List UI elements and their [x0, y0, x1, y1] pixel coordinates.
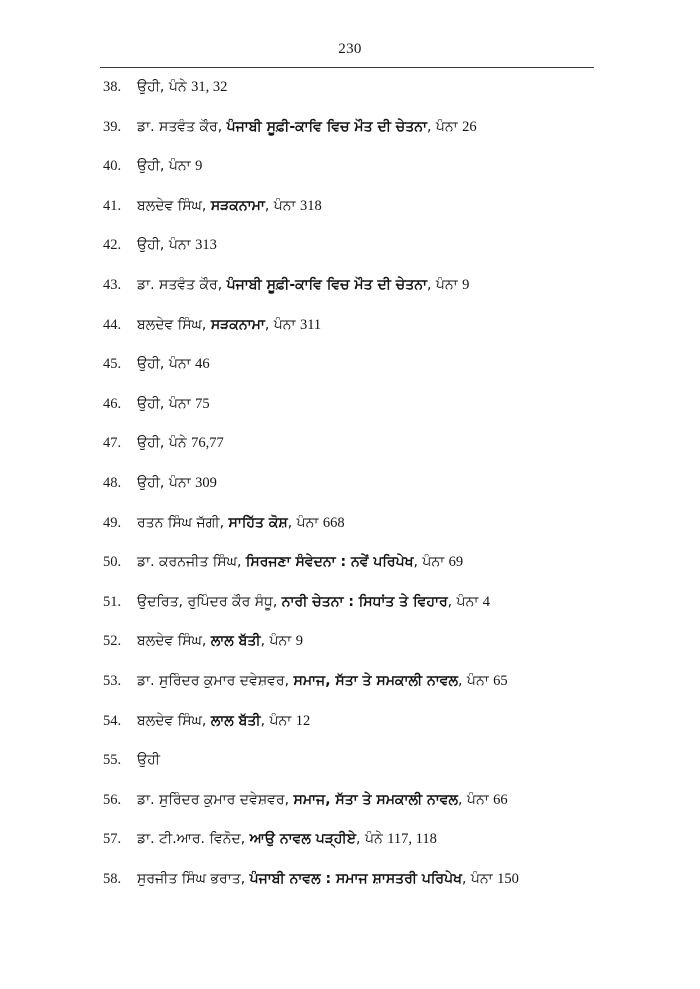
endnote-number: 42.	[103, 237, 122, 254]
endnote-text	[137, 395, 700, 415]
endnote-text	[137, 514, 700, 534]
endnote-number: 40.	[103, 158, 122, 175]
endnote-page-number: 26	[462, 118, 477, 135]
endnote-page-number: 150	[497, 870, 519, 887]
endnote-item	[0, 593, 700, 613]
endnote-text	[137, 553, 700, 573]
endnote-title: ਪੰਜਾਬੀ ਸੂਫ਼ੀ-ਕਾਵਿ ਵਿਚ ਮੌਤ ਦੀ ਚੇਤਨਾ	[226, 118, 427, 135]
endnote-item	[0, 78, 700, 98]
endnote-citation-text: ਬਲਦੇਵ ਸਿੰਘ,	[137, 712, 211, 729]
endnote-title: ਸਿਰਜਣਾ ਸੰਵੇਦਨਾ : ਨਵੇਂ ਪਰਿਪੇਖ	[245, 554, 414, 571]
endnote-number: 44.	[103, 316, 122, 333]
endnote-text	[137, 751, 700, 770]
endnote-text	[137, 236, 700, 256]
endnote-citation-text: ਡਾ. ਸਤਵੰਤ ਕੌਰ,	[137, 118, 227, 135]
endnote-text	[137, 593, 700, 613]
endnote-citation-text: , ਪੰਨਾ	[264, 197, 300, 214]
endnote-citation-text: ਡਾ. ਸੁਰਿੰਦਰ ਕੁਮਾਰ ਦਵੇਸ਼ਵਰ,	[137, 672, 294, 689]
endnote-item	[0, 474, 700, 494]
endnote-item	[0, 553, 700, 573]
endnote-item	[0, 157, 700, 177]
endnote-citation-text: ਉਹੀ	[137, 752, 160, 769]
endnote-text	[137, 316, 700, 336]
endnote-item	[0, 672, 700, 692]
endnote-citation-text: , ਪੰਨਾ	[260, 712, 296, 729]
endnote-title: ਸੜਕਨਾਮਾ	[210, 316, 265, 333]
endnote-number: 38.	[103, 79, 122, 95]
endnote-number: 43.	[103, 276, 122, 293]
endnote-number: 50.	[103, 554, 122, 571]
endnote-page-number: 46	[195, 356, 210, 373]
endnote-text	[137, 474, 700, 494]
endnote-citation-text: ਡਾ. ਕਰਨਜੀਤ ਸਿੰਘ,	[137, 554, 246, 571]
endnote-citation-text: ਉਹੀ, ਪੰਨਾ	[137, 474, 196, 491]
endnote-number: 39.	[103, 118, 122, 135]
endnote-page-number: 31, 32	[191, 79, 228, 95]
endnote-page-number: 66	[493, 791, 508, 808]
endnote-number: 46.	[103, 395, 122, 412]
endnote-citation-text: ਉਹੀ, ਪੰਨੇ	[137, 79, 192, 95]
endnote-citation-text: ਉਹੀ, ਪੰਨਾ	[137, 237, 196, 254]
endnote-page-number: 668	[322, 514, 345, 531]
endnote-page-number: 9	[295, 633, 303, 650]
endnote-citation-text: ਸੁਰਜੀਤ ਸਿੰਘ ਭਰਾਤ,	[137, 870, 250, 887]
endnote-item	[0, 395, 700, 415]
endnote-text	[137, 276, 700, 296]
endnote-title: ਸਾਹਿੱਤ ਕੋਸ਼	[228, 514, 288, 531]
endnote-citation-text: , ਪੰਨਾ	[260, 633, 296, 650]
endnote-page-number: 76,77	[191, 435, 224, 452]
endnote-item	[0, 236, 700, 256]
endnote-number: 41.	[103, 197, 122, 214]
endnote-item	[0, 118, 700, 138]
endnote-text	[137, 632, 700, 652]
endnote-citation-text: ਉਹੀ, ਪੰਨਾ	[137, 356, 196, 373]
endnote-number: 57.	[103, 831, 122, 848]
endnote-number: 53.	[103, 672, 122, 689]
endnote-number: 51.	[103, 593, 122, 610]
endnote-page-number: 117, 118	[387, 831, 437, 848]
endnote-page-number: 318	[299, 197, 322, 214]
endnote-citation-text: ਉਹੀ, ਪੰਨੇ	[137, 435, 192, 452]
endnote-citation-text: , ਪੰਨਾ	[426, 118, 463, 135]
endnote-title: ਸੜਕਨਾਮਾ	[210, 197, 265, 214]
endnote-citation-text: , ਪੰਨਾ	[458, 672, 494, 689]
endnote-title: ਲਾਲ ਬੱਤੀ	[210, 712, 261, 729]
endnote-page-number: 4	[482, 593, 491, 610]
endnote-citation-text: ਡਾ. ਸੁਰਿੰਦਰ ਕੁਮਾਰ ਦਵੇਸ਼ਵਰ,	[137, 791, 294, 808]
endnote-item	[0, 197, 700, 217]
endnote-citation-text: ਰਤਨ ਸਿੰਘ ਜੱਗੀ,	[137, 514, 229, 531]
endnote-number: 49.	[103, 514, 122, 531]
endnote-text	[137, 712, 700, 732]
endnote-item	[0, 830, 700, 850]
endnote-text	[137, 197, 700, 217]
endnote-number: 52.	[103, 633, 122, 650]
endnote-number: 56.	[103, 791, 122, 808]
endnote-citation-text: , ਪੰਨਾ	[458, 791, 494, 808]
endnote-item	[0, 316, 700, 336]
endnote-item	[0, 276, 700, 296]
endnote-number: 47.	[103, 435, 122, 452]
endnote-citation-text: , ਪੰਨਾ	[447, 593, 483, 610]
endnote-citation-text: ਬਲਦੇਵ ਸਿੰਘ,	[137, 316, 211, 333]
endnote-title: ਆਉ ਨਾਵਲ ਪੜ੍ਹੀਏ	[249, 831, 357, 848]
endnote-title: ਨਾਰੀ ਚੇਤਨਾ : ਸਿਧਾਂਤ ਤੇ ਵਿਹਾਰ	[281, 593, 448, 610]
endnote-item	[0, 870, 700, 890]
endnote-page-number: 9	[462, 276, 470, 293]
endnote-page-number: 65	[493, 672, 508, 689]
endnote-title: ਸਮਾਜ, ਸੱਤਾ ਤੇ ਸਮਕਾਲੀ ਨਾਵਲ	[293, 791, 459, 808]
endnote-item	[0, 355, 700, 375]
endnote-text	[137, 157, 700, 177]
endnote-citation-text: ਉਦਰਿਤ, ਰੁਪਿੰਦਰ ਕੌਰ ਸੰਧੂ,	[137, 593, 282, 610]
endnote-number: 55.	[103, 752, 122, 769]
endnote-title: ਪੰਜਾਬੀ ਨਾਵਲ : ਸਮਾਜ ਸ਼ਾਸਤਰੀ ਪਰਿਪੇਖ	[249, 870, 462, 887]
endnote-title: ਲਾਲ ਬੱਤੀ	[210, 633, 261, 650]
endnote-citation-text: , ਪੰਨਾ	[413, 554, 449, 571]
endnote-citation-text: , ਪੰਨਾ	[264, 316, 300, 333]
endnote-title: ਸਮਾਜ, ਸੱਤਾ ਤੇ ਸਮਕਾਲੀ ਨਾਵਲ	[293, 672, 459, 689]
endnote-citation-text: , ਪੰਨਾ	[426, 276, 463, 293]
endnote-text	[137, 355, 700, 375]
endnote-number: 45.	[103, 356, 122, 373]
endnote-item	[0, 791, 700, 811]
endnotes-list	[0, 78, 700, 909]
endnote-number: 58.	[103, 870, 122, 887]
endnote-text	[137, 830, 700, 850]
endnote-number: 48.	[103, 474, 122, 491]
endnote-text	[137, 78, 700, 98]
endnote-citation-text: ਡਾ. ਟੀ.ਆਰ. ਵਿਨੋਦ,	[137, 831, 250, 848]
endnote-page-number: 9	[195, 158, 203, 175]
endnote-item	[0, 434, 700, 454]
page-header	[100, 40, 600, 58]
endnote-citation-text: , ਪੰਨੇ	[356, 831, 388, 848]
endnote-page-number: 309	[195, 474, 217, 491]
endnote-page-number: 69	[448, 554, 464, 571]
endnote-page-number: 313	[195, 237, 217, 254]
endnote-page-number: 75	[195, 395, 210, 412]
endnote-page-number: 12	[295, 712, 311, 729]
endnote-item	[0, 751, 700, 771]
endnote-citation-text: , ਪੰਨਾ	[287, 514, 323, 531]
endnote-item	[0, 712, 700, 732]
endnote-citation-text: ਉਹੀ, ਪੰਨਾ	[137, 158, 196, 175]
endnote-citation-text: ਬਲਦੇਵ ਸਿੰਘ,	[137, 633, 211, 650]
endnote-citation-text: ਬਲਦੇਵ ਸਿੰਘ,	[137, 197, 211, 214]
endnote-text	[137, 870, 700, 890]
endnote-citation-text: , ਪੰਨਾ	[462, 870, 498, 887]
endnote-text	[137, 672, 700, 692]
endnote-text	[137, 791, 700, 811]
endnote-number: 54.	[103, 712, 122, 729]
endnote-text	[137, 118, 700, 138]
endnote-citation-text: ਡਾ. ਸਤਵੰਤ ਕੌਰ,	[137, 276, 227, 293]
endnote-text	[137, 434, 700, 454]
endnote-item	[0, 632, 700, 652]
endnote-citation-text: ਉਹੀ, ਪੰਨਾ	[137, 395, 196, 412]
page-number: 230	[338, 41, 362, 57]
header-rule-divider	[100, 67, 594, 68]
endnote-page-number: 311	[299, 316, 322, 333]
endnote-title: ਪੰਜਾਬੀ ਸੂਫ਼ੀ-ਕਾਵਿ ਵਿਚ ਮੌਤ ਦੀ ਚੇਤਨਾ	[226, 276, 427, 293]
endnote-item	[0, 514, 700, 534]
